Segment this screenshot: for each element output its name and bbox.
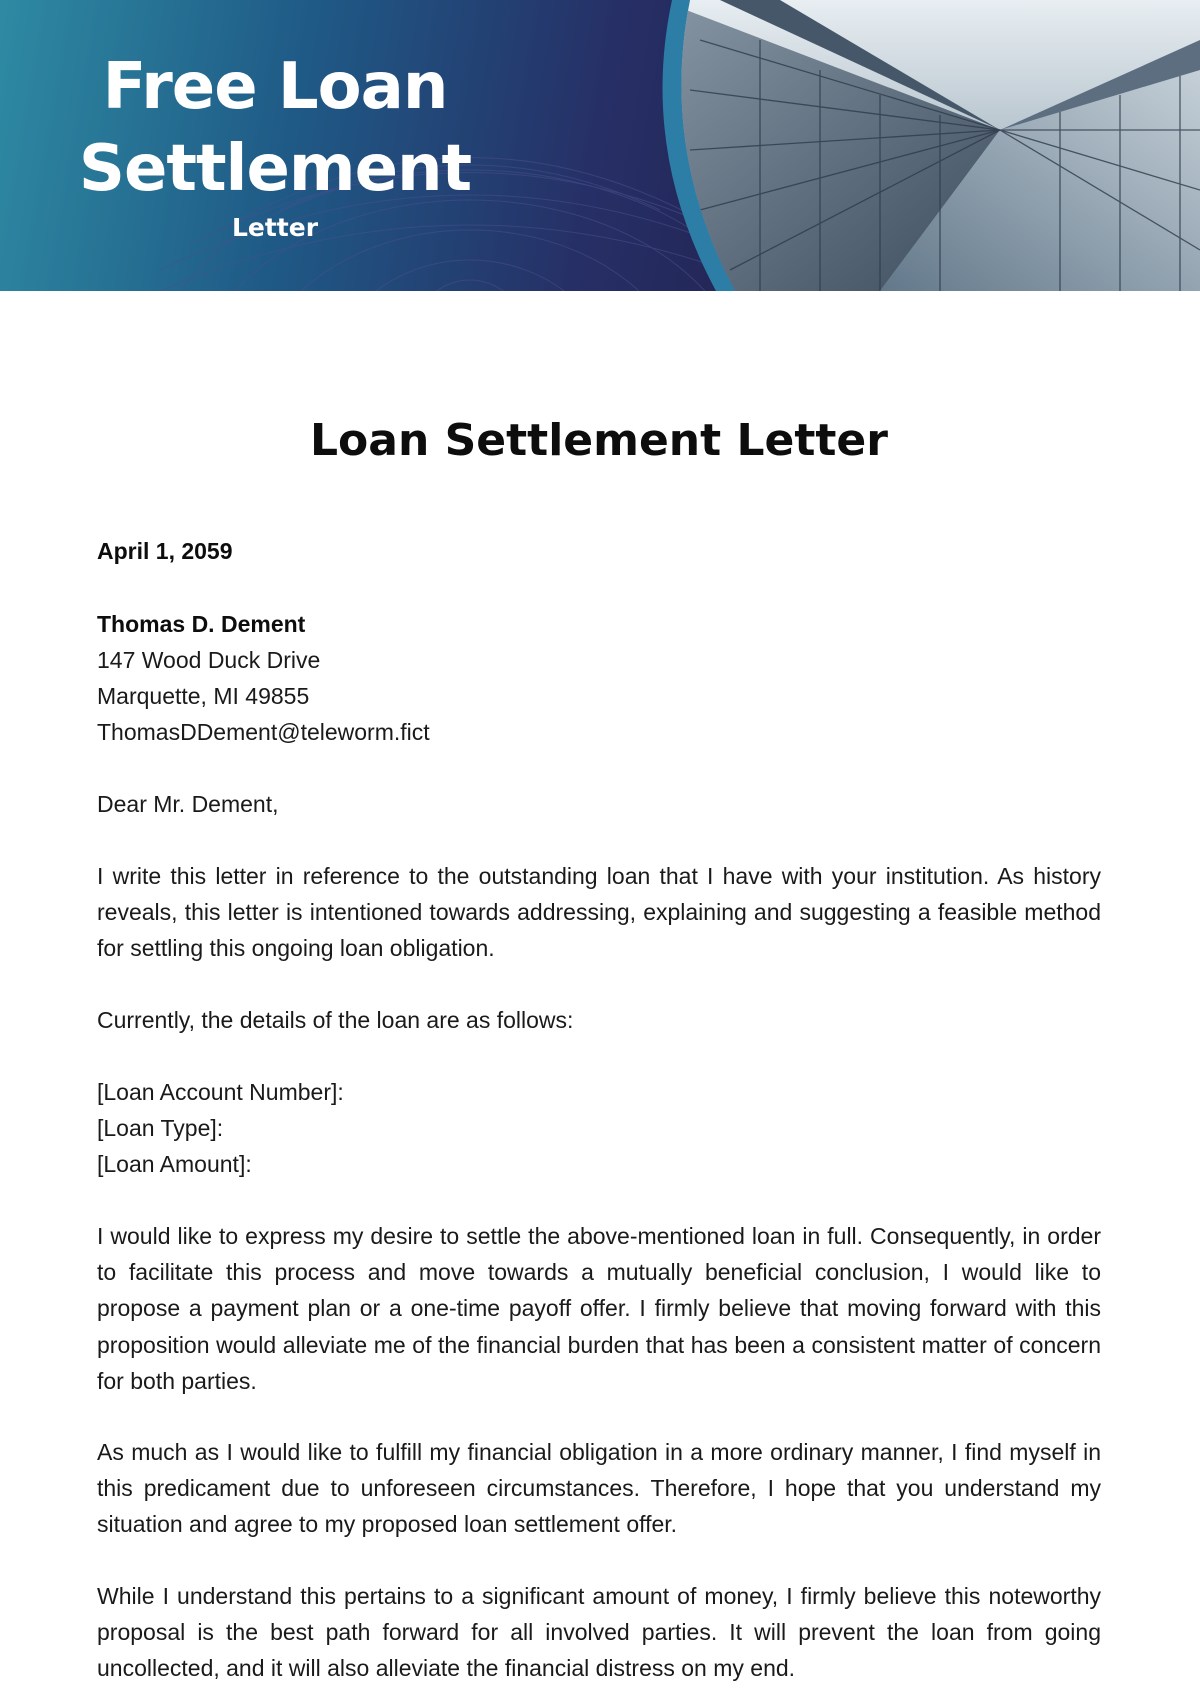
paragraph-details-intro: Currently, the details of the loan are as follows:	[97, 1007, 574, 1033]
paragraph-intro: I write this letter in reference to the outstanding loan that I have with your institution. As history reveals, this letter is intentioned towards addressing, explaining and suggesting a feasible method for settling this ongoing loan obligation.	[97, 863, 1101, 962]
letter-date: April 1, 2059	[97, 538, 233, 564]
banner-title-line1: Free Loan	[102, 50, 448, 124]
paragraph-justification: While I understand this pertains to a significant amount of money, I firmly believe this noteworthy proposal is the best path forward for all involved parties. It will prevent the loan from going uncollected, and it will also alleviate the financial distress on my end.	[97, 1583, 1101, 1682]
loan-account-number-field: [Loan Account Number]:	[97, 1079, 344, 1105]
loan-type-field: [Loan Type]:	[97, 1115, 224, 1141]
recipient-address-line2: Marquette, MI 49855	[97, 683, 310, 709]
banner-title-line2: Settlement	[78, 132, 472, 206]
recipient-name: Thomas D. Dement	[97, 611, 306, 637]
skyscraper-photo	[640, 0, 1200, 291]
loan-amount-field: [Loan Amount]:	[97, 1151, 252, 1177]
recipient-address-line1: 147 Wood Duck Drive	[97, 647, 321, 673]
salutation: Dear Mr. Dement,	[97, 791, 279, 817]
document-title: Loan Settlement Letter	[310, 415, 888, 466]
paragraph-proposal: I would like to express my desire to settle the above-mentioned loan in full. Consequently, in order to facilitate this process and move towards a mutually beneficial conclusion, I would like to propose a payment plan or a one-time payoff offer. I firmly believe that moving forward with this proposition would alleviate me of the financial burden that has been a consistent matter of concern for both parties.	[97, 1223, 1101, 1394]
header-banner	[0, 0, 1200, 291]
banner-subtitle: Letter	[231, 213, 319, 242]
recipient-email: ThomasDDement@teleworm.fict	[97, 719, 430, 745]
paragraph-circumstances: As much as I would like to fulfill my financial obligation in a more ordinary manner, I find myself in this predicament due to unforeseen circumstances. Therefore, I hope that you understand my situation and agree to my proposed loan settlement offer.	[97, 1439, 1101, 1538]
